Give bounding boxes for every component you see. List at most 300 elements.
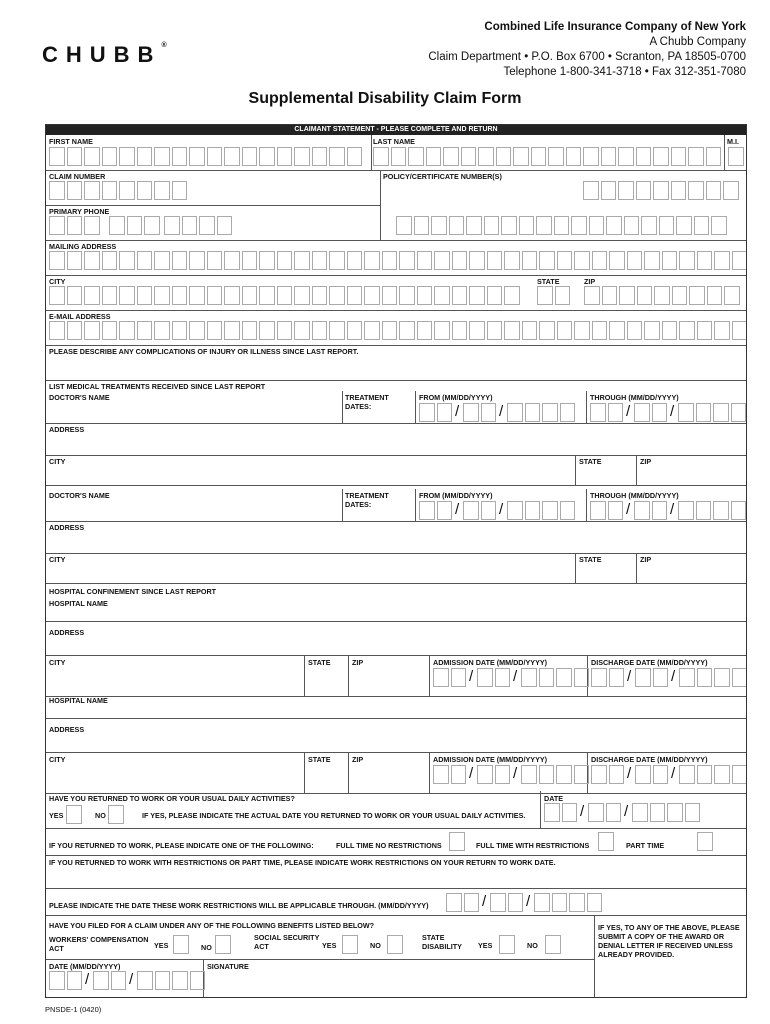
char-box[interactable] xyxy=(525,501,541,520)
char-box[interactable] xyxy=(434,286,450,305)
char-box[interactable] xyxy=(224,321,240,340)
char-box[interactable] xyxy=(634,501,650,520)
char-box[interactable] xyxy=(652,501,668,520)
char-box[interactable] xyxy=(417,251,433,270)
char-box[interactable] xyxy=(259,321,275,340)
char-box[interactable] xyxy=(259,147,275,166)
char-box[interactable] xyxy=(590,501,606,520)
restrictions-through-date-yyyy[interactable] xyxy=(534,893,604,912)
char-box[interactable] xyxy=(49,181,65,200)
char-box[interactable] xyxy=(697,321,713,340)
char-box[interactable] xyxy=(487,251,503,270)
char-box[interactable] xyxy=(224,286,240,305)
char-box[interactable] xyxy=(399,321,415,340)
char-box[interactable] xyxy=(662,251,678,270)
char-box[interactable] xyxy=(93,971,109,990)
char-box[interactable] xyxy=(545,935,561,954)
char-box[interactable] xyxy=(624,216,640,235)
char-box[interactable] xyxy=(676,216,692,235)
char-box[interactable] xyxy=(481,403,497,422)
char-box[interactable] xyxy=(544,803,560,822)
char-box[interactable] xyxy=(419,403,435,422)
char-box[interactable] xyxy=(539,668,555,687)
char-box[interactable] xyxy=(591,765,607,784)
char-box[interactable] xyxy=(560,501,576,520)
social-security-no-checkbox[interactable] xyxy=(387,935,405,954)
char-box[interactable] xyxy=(641,216,657,235)
char-box[interactable] xyxy=(259,286,275,305)
char-box[interactable] xyxy=(592,251,608,270)
char-box[interactable] xyxy=(555,286,571,305)
mailing-address-field[interactable] xyxy=(49,251,747,270)
char-box[interactable] xyxy=(329,286,345,305)
char-box[interactable] xyxy=(618,147,634,166)
char-box[interactable] xyxy=(653,181,669,200)
char-box[interactable] xyxy=(49,216,65,235)
return-date-mm[interactable] xyxy=(544,803,579,822)
char-box[interactable] xyxy=(173,935,189,954)
char-box[interactable] xyxy=(552,893,568,912)
full-time-no-restrictions-checkbox[interactable] xyxy=(449,832,467,851)
char-box[interactable] xyxy=(644,251,660,270)
char-box[interactable] xyxy=(408,147,424,166)
char-box[interactable] xyxy=(433,668,449,687)
char-box[interactable] xyxy=(504,321,520,340)
char-box[interactable] xyxy=(382,321,398,340)
char-box[interactable] xyxy=(654,286,670,305)
char-box[interactable] xyxy=(102,286,118,305)
char-box[interactable] xyxy=(539,765,555,784)
char-box[interactable] xyxy=(522,321,538,340)
char-box[interactable] xyxy=(108,805,124,824)
char-box[interactable] xyxy=(399,251,415,270)
char-box[interactable] xyxy=(84,286,100,305)
char-box[interactable] xyxy=(602,286,618,305)
char-box[interactable] xyxy=(119,321,135,340)
char-box[interactable] xyxy=(312,286,328,305)
char-box[interactable] xyxy=(499,935,515,954)
char-box[interactable] xyxy=(495,765,511,784)
char-box[interactable] xyxy=(481,501,497,520)
char-box[interactable] xyxy=(583,181,599,200)
char-box[interactable] xyxy=(679,321,695,340)
char-box[interactable] xyxy=(697,668,713,687)
char-box[interactable] xyxy=(574,321,590,340)
char-box[interactable] xyxy=(452,321,468,340)
char-box[interactable] xyxy=(189,251,205,270)
char-box[interactable] xyxy=(312,147,328,166)
char-box[interactable] xyxy=(294,147,310,166)
char-box[interactable] xyxy=(672,286,688,305)
char-box[interactable] xyxy=(207,286,223,305)
policy-number-field-2[interactable] xyxy=(396,216,729,235)
char-box[interactable] xyxy=(329,147,345,166)
char-box[interactable] xyxy=(67,147,83,166)
city-field[interactable] xyxy=(49,286,522,305)
char-box[interactable] xyxy=(519,216,535,235)
char-box[interactable] xyxy=(189,286,205,305)
char-box[interactable] xyxy=(608,501,624,520)
through-date-1-mm[interactable] xyxy=(590,403,625,422)
char-box[interactable] xyxy=(67,251,83,270)
char-box[interactable] xyxy=(449,832,465,851)
char-box[interactable] xyxy=(102,321,118,340)
char-box[interactable] xyxy=(84,181,100,200)
admission-date-1-mm[interactable] xyxy=(433,668,468,687)
signature-date-yyyy[interactable] xyxy=(137,971,207,990)
char-box[interactable] xyxy=(636,181,652,200)
char-box[interactable] xyxy=(461,147,477,166)
char-box[interactable] xyxy=(434,251,450,270)
char-box[interactable] xyxy=(671,181,687,200)
char-box[interactable] xyxy=(574,765,590,784)
char-box[interactable] xyxy=(707,286,723,305)
char-box[interactable] xyxy=(431,216,447,235)
state-field[interactable] xyxy=(537,286,572,305)
char-box[interactable] xyxy=(449,216,465,235)
char-box[interactable] xyxy=(347,147,363,166)
char-box[interactable] xyxy=(478,147,494,166)
through-date-2-yyyy[interactable] xyxy=(678,501,747,520)
char-box[interactable] xyxy=(452,251,468,270)
char-box[interactable] xyxy=(172,971,188,990)
from-date-2-mm[interactable] xyxy=(419,501,454,520)
discharge-date-1-yyyy[interactable] xyxy=(679,668,747,687)
char-box[interactable] xyxy=(531,147,547,166)
char-box[interactable] xyxy=(137,971,153,990)
char-box[interactable] xyxy=(102,181,118,200)
char-box[interactable] xyxy=(542,403,558,422)
char-box[interactable] xyxy=(391,147,407,166)
char-box[interactable] xyxy=(437,403,453,422)
char-box[interactable] xyxy=(706,181,722,200)
char-box[interactable] xyxy=(172,147,188,166)
char-box[interactable] xyxy=(679,251,695,270)
char-box[interactable] xyxy=(224,251,240,270)
mi-field[interactable] xyxy=(728,147,746,166)
char-box[interactable] xyxy=(562,803,578,822)
char-box[interactable] xyxy=(217,216,233,235)
char-box[interactable] xyxy=(713,501,729,520)
admission-date-2-yyyy[interactable] xyxy=(521,765,591,784)
char-box[interactable] xyxy=(592,321,608,340)
char-box[interactable] xyxy=(609,668,625,687)
char-box[interactable] xyxy=(137,147,153,166)
signature-date-dd[interactable] xyxy=(93,971,128,990)
char-box[interactable] xyxy=(685,803,701,822)
char-box[interactable] xyxy=(504,286,520,305)
char-box[interactable] xyxy=(154,286,170,305)
char-box[interactable] xyxy=(679,668,695,687)
char-box[interactable] xyxy=(601,181,617,200)
char-box[interactable] xyxy=(417,286,433,305)
through-date-2-mm[interactable] xyxy=(590,501,625,520)
restrictions-through-date-mm[interactable] xyxy=(446,893,481,912)
state-disability-yes-checkbox[interactable] xyxy=(499,935,517,954)
social-security-yes-checkbox[interactable] xyxy=(342,935,360,954)
char-box[interactable] xyxy=(667,803,683,822)
char-box[interactable] xyxy=(294,251,310,270)
char-box[interactable] xyxy=(154,321,170,340)
char-box[interactable] xyxy=(732,321,748,340)
char-box[interactable] xyxy=(574,668,590,687)
char-box[interactable] xyxy=(635,765,651,784)
char-box[interactable] xyxy=(84,216,100,235)
char-box[interactable] xyxy=(342,935,358,954)
char-box[interactable] xyxy=(382,286,398,305)
char-box[interactable] xyxy=(634,403,650,422)
char-box[interactable] xyxy=(697,251,713,270)
char-box[interactable] xyxy=(507,501,523,520)
char-box[interactable] xyxy=(627,251,643,270)
char-box[interactable] xyxy=(557,321,573,340)
char-box[interactable] xyxy=(417,321,433,340)
char-box[interactable] xyxy=(723,181,739,200)
char-box[interactable] xyxy=(49,971,65,990)
char-box[interactable] xyxy=(495,668,511,687)
char-box[interactable] xyxy=(557,251,573,270)
char-box[interactable] xyxy=(215,935,231,954)
char-box[interactable] xyxy=(484,216,500,235)
char-box[interactable] xyxy=(731,501,747,520)
char-box[interactable] xyxy=(102,147,118,166)
char-box[interactable] xyxy=(382,251,398,270)
char-box[interactable] xyxy=(571,216,587,235)
char-box[interactable] xyxy=(347,286,363,305)
char-box[interactable] xyxy=(601,147,617,166)
full-time-with-restrictions-checkbox[interactable] xyxy=(598,832,616,851)
char-box[interactable] xyxy=(501,216,517,235)
char-box[interactable] xyxy=(589,216,605,235)
char-box[interactable] xyxy=(137,321,153,340)
char-box[interactable] xyxy=(463,501,479,520)
char-box[interactable] xyxy=(67,286,83,305)
char-box[interactable] xyxy=(706,147,722,166)
char-box[interactable] xyxy=(490,893,506,912)
zip-field[interactable] xyxy=(584,286,742,305)
from-date-1-dd[interactable] xyxy=(463,403,498,422)
char-box[interactable] xyxy=(714,765,730,784)
through-date-1-dd[interactable] xyxy=(634,403,669,422)
restrictions-through-date-dd[interactable] xyxy=(490,893,525,912)
char-box[interactable] xyxy=(49,286,65,305)
char-box[interactable] xyxy=(277,147,293,166)
char-box[interactable] xyxy=(154,251,170,270)
char-box[interactable] xyxy=(67,971,83,990)
char-box[interactable] xyxy=(312,251,328,270)
phone-prefix[interactable] xyxy=(109,216,162,235)
char-box[interactable] xyxy=(49,321,65,340)
char-box[interactable] xyxy=(102,251,118,270)
char-box[interactable] xyxy=(632,803,648,822)
discharge-date-1-dd[interactable] xyxy=(635,668,670,687)
char-box[interactable] xyxy=(84,147,100,166)
char-box[interactable] xyxy=(556,765,572,784)
char-box[interactable] xyxy=(119,251,135,270)
char-box[interactable] xyxy=(659,216,675,235)
char-box[interactable] xyxy=(714,668,730,687)
discharge-date-2-mm[interactable] xyxy=(591,765,626,784)
char-box[interactable] xyxy=(598,832,614,851)
char-box[interactable] xyxy=(137,181,153,200)
return-yes-checkbox[interactable] xyxy=(66,805,84,824)
char-box[interactable] xyxy=(399,286,415,305)
char-box[interactable] xyxy=(635,668,651,687)
char-box[interactable] xyxy=(277,286,293,305)
char-box[interactable] xyxy=(569,893,585,912)
char-box[interactable] xyxy=(584,286,600,305)
char-box[interactable] xyxy=(49,147,65,166)
char-box[interactable] xyxy=(627,321,643,340)
char-box[interactable] xyxy=(164,216,180,235)
char-box[interactable] xyxy=(277,251,293,270)
char-box[interactable] xyxy=(696,403,712,422)
char-box[interactable] xyxy=(678,403,694,422)
char-box[interactable] xyxy=(464,893,480,912)
char-box[interactable] xyxy=(294,321,310,340)
char-box[interactable] xyxy=(653,668,669,687)
char-box[interactable] xyxy=(446,893,462,912)
char-box[interactable] xyxy=(469,251,485,270)
char-box[interactable] xyxy=(119,181,135,200)
char-box[interactable] xyxy=(119,147,135,166)
char-box[interactable] xyxy=(714,321,730,340)
state-disability-no-checkbox[interactable] xyxy=(545,935,563,954)
char-box[interactable] xyxy=(650,803,666,822)
last-name-field[interactable] xyxy=(373,147,723,166)
from-date-2-dd[interactable] xyxy=(463,501,498,520)
char-box[interactable] xyxy=(724,286,740,305)
char-box[interactable] xyxy=(419,501,435,520)
claim-number-field[interactable] xyxy=(49,181,189,200)
char-box[interactable] xyxy=(606,216,622,235)
char-box[interactable] xyxy=(542,501,558,520)
phone-area-code[interactable] xyxy=(49,216,102,235)
char-box[interactable] xyxy=(560,403,576,422)
return-no-checkbox[interactable] xyxy=(108,805,126,824)
char-box[interactable] xyxy=(522,251,538,270)
char-box[interactable] xyxy=(477,668,493,687)
policy-number-field-1[interactable] xyxy=(583,181,741,200)
char-box[interactable] xyxy=(451,765,467,784)
char-box[interactable] xyxy=(508,893,524,912)
char-box[interactable] xyxy=(521,765,537,784)
char-box[interactable] xyxy=(67,321,83,340)
char-box[interactable] xyxy=(242,251,258,270)
char-box[interactable] xyxy=(477,765,493,784)
char-box[interactable] xyxy=(364,321,380,340)
email-field[interactable] xyxy=(49,321,747,340)
char-box[interactable] xyxy=(294,286,310,305)
char-box[interactable] xyxy=(277,321,293,340)
char-box[interactable] xyxy=(688,147,704,166)
char-box[interactable] xyxy=(588,803,604,822)
char-box[interactable] xyxy=(172,181,188,200)
char-box[interactable] xyxy=(49,251,65,270)
char-box[interactable] xyxy=(396,216,412,235)
char-box[interactable] xyxy=(189,321,205,340)
char-box[interactable] xyxy=(587,893,603,912)
char-box[interactable] xyxy=(728,147,744,166)
admission-date-2-dd[interactable] xyxy=(477,765,512,784)
phone-line[interactable] xyxy=(164,216,234,235)
char-box[interactable] xyxy=(207,251,223,270)
char-box[interactable] xyxy=(443,147,459,166)
char-box[interactable] xyxy=(426,147,442,166)
char-box[interactable] xyxy=(606,803,622,822)
char-box[interactable] xyxy=(652,403,668,422)
char-box[interactable] xyxy=(127,216,143,235)
char-box[interactable] xyxy=(731,403,747,422)
char-box[interactable] xyxy=(172,251,188,270)
char-box[interactable] xyxy=(732,668,748,687)
char-box[interactable] xyxy=(466,216,482,235)
char-box[interactable] xyxy=(207,321,223,340)
part-time-checkbox[interactable] xyxy=(697,832,715,851)
char-box[interactable] xyxy=(119,286,135,305)
char-box[interactable] xyxy=(536,216,552,235)
admission-date-2-mm[interactable] xyxy=(433,765,468,784)
char-box[interactable] xyxy=(694,216,710,235)
char-box[interactable] xyxy=(259,251,275,270)
signature-date-mm[interactable] xyxy=(49,971,84,990)
char-box[interactable] xyxy=(697,832,713,851)
from-date-1-mm[interactable] xyxy=(419,403,454,422)
char-box[interactable] xyxy=(364,251,380,270)
char-box[interactable] xyxy=(137,251,153,270)
char-box[interactable] xyxy=(521,668,537,687)
char-box[interactable] xyxy=(548,147,564,166)
char-box[interactable] xyxy=(109,216,125,235)
return-date-dd[interactable] xyxy=(588,803,623,822)
workers-comp-yes-checkbox[interactable] xyxy=(173,935,191,954)
char-box[interactable] xyxy=(154,147,170,166)
char-box[interactable] xyxy=(452,286,468,305)
char-box[interactable] xyxy=(619,286,635,305)
char-box[interactable] xyxy=(155,971,171,990)
discharge-date-2-dd[interactable] xyxy=(635,765,670,784)
char-box[interactable] xyxy=(574,251,590,270)
char-box[interactable] xyxy=(711,216,727,235)
char-box[interactable] xyxy=(537,286,553,305)
char-box[interactable] xyxy=(347,321,363,340)
char-box[interactable] xyxy=(189,147,205,166)
char-box[interactable] xyxy=(364,286,380,305)
discharge-date-2-yyyy[interactable] xyxy=(679,765,747,784)
return-date-yyyy[interactable] xyxy=(632,803,702,822)
char-box[interactable] xyxy=(608,403,624,422)
char-box[interactable] xyxy=(387,935,403,954)
char-box[interactable] xyxy=(434,321,450,340)
char-box[interactable] xyxy=(689,286,705,305)
char-box[interactable] xyxy=(199,216,215,235)
char-box[interactable] xyxy=(496,147,512,166)
char-box[interactable] xyxy=(67,216,83,235)
char-box[interactable] xyxy=(84,251,100,270)
char-box[interactable] xyxy=(653,765,669,784)
char-box[interactable] xyxy=(487,286,503,305)
char-box[interactable] xyxy=(414,216,430,235)
char-box[interactable] xyxy=(137,286,153,305)
char-box[interactable] xyxy=(525,403,541,422)
workers-comp-no-checkbox[interactable] xyxy=(215,935,233,954)
admission-date-1-dd[interactable] xyxy=(477,668,512,687)
char-box[interactable] xyxy=(609,321,625,340)
char-box[interactable] xyxy=(534,893,550,912)
char-box[interactable] xyxy=(154,181,170,200)
first-name-field[interactable] xyxy=(49,147,364,166)
char-box[interactable] xyxy=(463,403,479,422)
